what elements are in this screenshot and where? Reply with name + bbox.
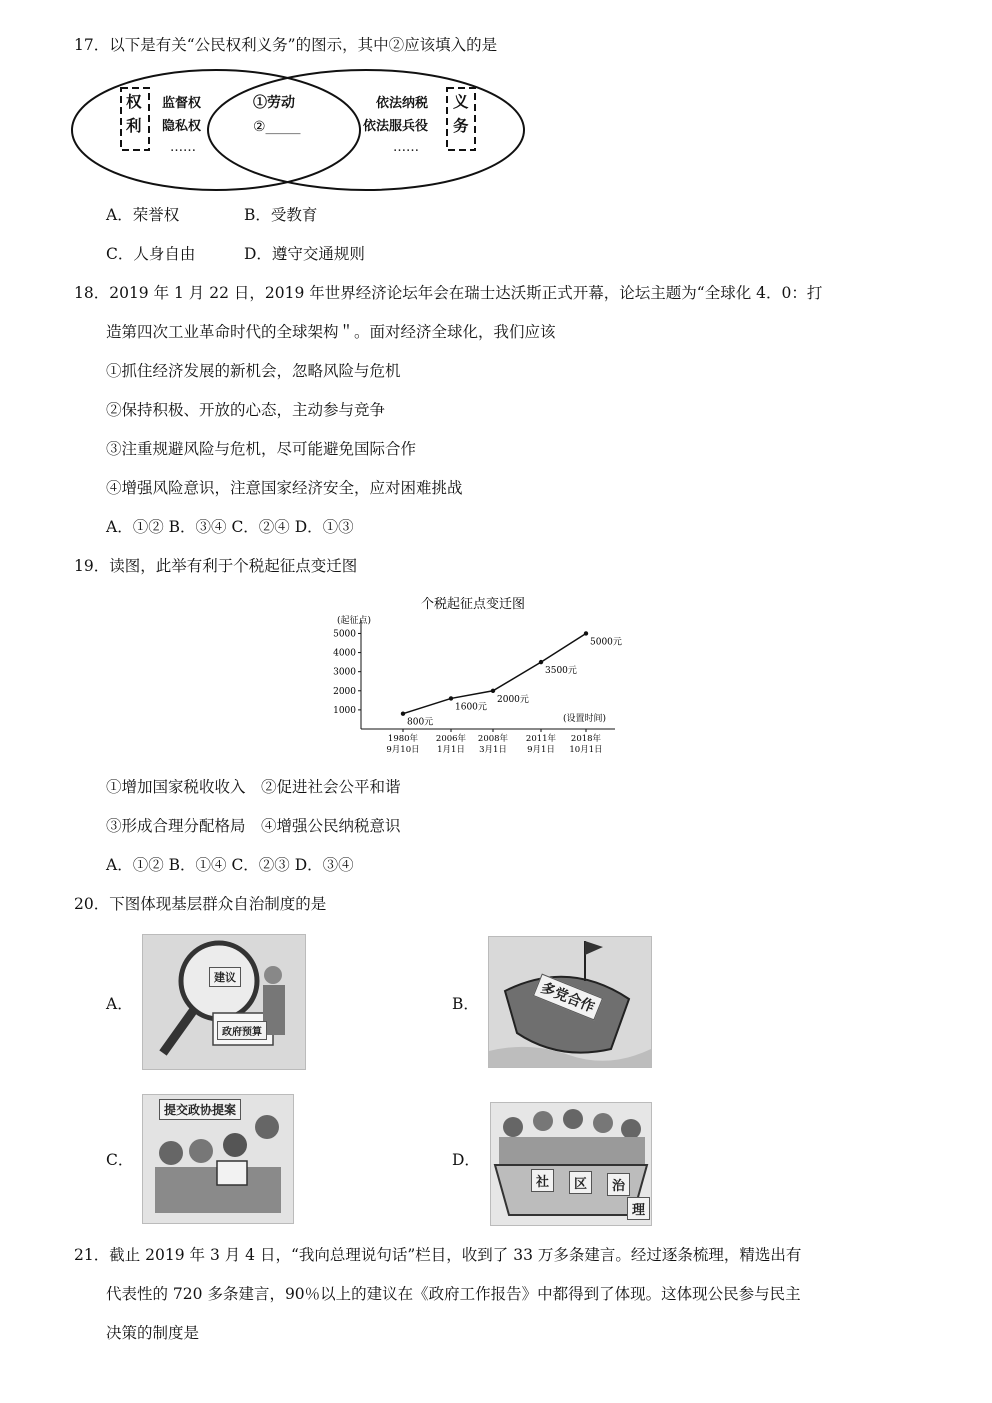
q20-option-d-letter[interactable]: D． <box>452 1151 480 1169</box>
y-tick-label: 2000 <box>333 686 356 697</box>
q17-option-c[interactable]: C．人身自由 <box>106 245 196 263</box>
q17-stem: 17．以下是有关“公民权利义务”的图示，其中②应该填入的是 <box>74 36 498 54</box>
x-tick-label: 2008年 <box>477 734 509 744</box>
q19-options[interactable]: A．①② B．①④ C．②③ D．③④ <box>106 856 354 874</box>
middle-item-2: ②_____ <box>253 119 301 135</box>
q18-item-1: ①抓住经济发展的新机会，忽略风险与危机 <box>106 362 401 380</box>
x-tick-label: 10月1日 <box>569 745 603 755</box>
pic-a-label-suggest: 建议 <box>209 967 241 987</box>
data-label: 3500元 <box>545 666 577 677</box>
y-tick-label: 5000 <box>333 629 356 640</box>
rights-item-1: 监督权 <box>162 96 202 111</box>
q20-picture-a[interactable] <box>142 934 306 1070</box>
q20-stem: 20．下图体现基层群众自治制度的是 <box>74 895 327 913</box>
q21-line2: 代表性的 720 多条建言，90％以上的建议在《政府工作报告》中都得到了体现。这体现公民参与民主 <box>106 1285 801 1303</box>
q18-stem-line1: 18．2019 年 1 月 22 日，2019 年世界经济论坛年会在瑞士达沃斯正式开幕，论坛主题为“全球化 4．0：打 <box>74 284 823 302</box>
rights-ellipse <box>72 70 360 190</box>
y-tick-label: 1000 <box>333 705 356 716</box>
q17-option-a[interactable]: A．荣誉权 <box>106 206 180 224</box>
q18-item-4: ④增强风险意识，注意国家经济安全，应对困难挑战 <box>106 479 463 497</box>
data-label: 2000元 <box>497 694 529 705</box>
venn-diagram <box>70 66 530 194</box>
middle-item-1: ①劳动 <box>253 95 295 111</box>
q21-line1: 21．截止 2019 年 3 月 4 日，“我向总理说句话”栏目，收到了 33 万多条建言。经过逐条梳理，精选出有 <box>74 1246 802 1264</box>
x-tick-label: 9月10日 <box>386 745 420 755</box>
rights-item-3: …… <box>170 140 196 155</box>
x-tick-label: 1980年 <box>387 734 419 744</box>
chart-ylabel: (起征点) <box>337 616 372 626</box>
q20-option-c-letter[interactable]: C． <box>106 1151 134 1169</box>
data-label: 1600元 <box>455 702 487 713</box>
duties-item-1: 依法纳税 <box>376 96 429 111</box>
q18-options[interactable]: A．①② B．③④ C．②④ D．①③ <box>106 518 354 536</box>
data-label: 800元 <box>407 717 434 728</box>
chart-xlabel: (设置时间) <box>563 714 607 724</box>
rights-item-2: 隐私权 <box>162 119 202 134</box>
tax-threshold-chart <box>325 592 625 760</box>
data-point <box>491 689 495 693</box>
data-point <box>401 712 405 716</box>
pic-d-label-2: 区 <box>569 1171 592 1194</box>
q20-picture-b[interactable] <box>488 936 652 1068</box>
q21-line3: 决策的制度是 <box>106 1324 200 1342</box>
pic-d-label-4: 理 <box>627 1197 650 1220</box>
x-tick-label: 1月1日 <box>437 745 465 755</box>
pic-d-label-3: 治 <box>607 1173 630 1196</box>
pic-b-label: 多党合作 <box>533 974 603 1021</box>
rights-box-char-1: 权 <box>126 92 142 111</box>
duties-box-char-1: 义 <box>453 92 469 111</box>
document-icon <box>217 1161 247 1185</box>
data-point <box>449 696 453 700</box>
q20-option-a-letter[interactable]: A． <box>106 995 133 1013</box>
duties-box-char-2: 务 <box>453 116 469 135</box>
y-tick-label: 4000 <box>333 648 356 659</box>
rights-box-char-2: 利 <box>126 116 142 135</box>
duties-item-3: …… <box>393 140 419 155</box>
x-tick-label: 2011年 <box>525 734 557 744</box>
data-point <box>584 631 588 635</box>
q19-items-line1: ①增加国家税收收入 ②促进社会公平和谐 <box>106 778 401 796</box>
q20-option-b-letter[interactable]: B． <box>452 995 479 1013</box>
q18-item-3: ③注重规避风险与危机，尽可能避免国际合作 <box>106 440 417 458</box>
q18-item-2: ②保持积极、开放的心态，主动参与竞争 <box>106 401 386 419</box>
q17-option-d[interactable]: D．遵守交通规则 <box>244 245 365 263</box>
y-tick-label: 3000 <box>333 667 356 678</box>
q19-stem: 19．读图，此举有利于个税起征点变迁图 <box>74 557 358 575</box>
pic-d-label-1: 社 <box>531 1169 554 1192</box>
x-tick-label: 9月1日 <box>527 745 555 755</box>
duties-item-2: 依法服兵役 <box>363 119 429 134</box>
x-tick-label: 2018年 <box>570 734 602 744</box>
x-tick-label: 2006年 <box>435 734 467 744</box>
data-label: 5000元 <box>590 637 622 648</box>
q20-picture-c[interactable] <box>142 1094 294 1224</box>
pic-c-label: 提交政协提案 <box>159 1099 241 1120</box>
pic-a-label-budget: 政府预算 <box>217 1021 267 1040</box>
q19-items-line2: ③形成合理分配格局 ④增强公民纳税意识 <box>106 817 401 835</box>
q17-option-b[interactable]: B．受教育 <box>244 206 318 224</box>
data-point <box>539 660 543 664</box>
flag-icon <box>585 941 603 955</box>
q20-picture-d[interactable] <box>490 1102 652 1226</box>
q18-stem-line2: 造第四次工业革命时代的全球架构＂。面对经济全球化，我们应该 <box>106 323 556 341</box>
chart-title: 个税起征点变迁图 <box>420 597 526 612</box>
x-tick-label: 3月1日 <box>479 745 507 755</box>
